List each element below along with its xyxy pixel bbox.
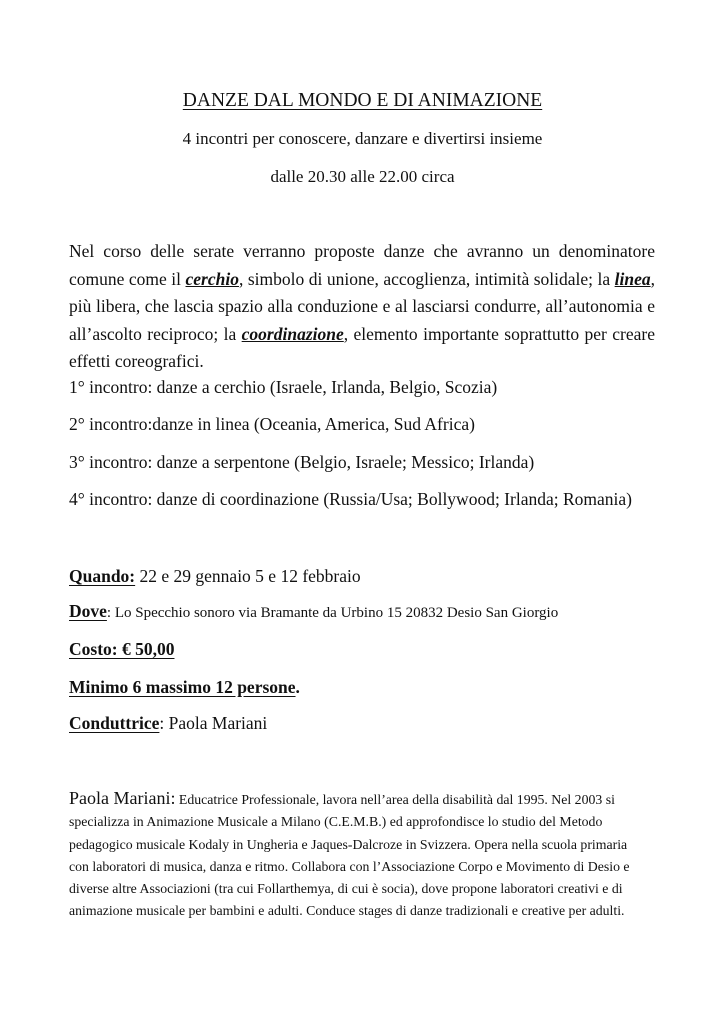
detail-cost: [69, 639, 174, 660]
detail-participants: [69, 677, 300, 698]
intro-text: , elemento importante soprattutto per creare effetti coreografici.: [69, 323, 656, 371]
where-label: Dove: [69, 601, 107, 621]
conductor-label: Conduttrice: [69, 713, 160, 733]
bio-name: Paola Mariani:: [69, 788, 176, 808]
bio-line: con laboratori di musica, danza e ritmo. Collabora con l’Associazione Corpo e Movimento di Desio e: [69, 858, 630, 874]
document-title: DANZE DAL MONDO E DI ANIMAZIONE: [182, 90, 543, 111]
bio-line: specializza in Animazione Musicale a Milano (C.E.M.B.) ed approfondisce lo studio del Metodo: [69, 814, 603, 830]
when-label: Quando:: [69, 566, 136, 586]
keyword-coordinazione: coordinazione: [241, 323, 344, 344]
participants-text: Minimo 6 massimo 12 persone: [69, 677, 296, 697]
bio-line: pedagogico musicale Kodaly in Ungheria e Jaques-Dalcroze in Svizzera. Opera nella scuola primaria: [69, 836, 628, 852]
keyword-cerchio: cerchio: [185, 268, 239, 289]
cost-text: Costo: € 50,00: [69, 639, 175, 659]
meeting-item: 4° incontro: danze di coordinazione (Russia/Usa; Bollywood; Irlanda; Romania): [69, 489, 632, 509]
intro-text: , simbolo di unione, accoglienza, intimità solidale; la: [238, 268, 615, 289]
when-value: 22 e 29 gennaio 5 e 12 febbraio: [135, 566, 361, 586]
conductor-value: : Paola Mariani: [159, 713, 268, 733]
bio-line: diverse altre Associazioni (tra cui Follarthemya, di cui è socia), dove propone laboratori creativi e di: [69, 881, 623, 897]
detail-when: [69, 566, 361, 587]
meeting-item: 3° incontro: danze a serpentone (Belgio, Israele; Messico; Irlanda): [69, 452, 535, 472]
event-time: dalle 20.30 alle 22.00 circa: [270, 167, 455, 186]
bio-paragraph: [69, 787, 659, 923]
meeting-item: 1° incontro: danze a cerchio (Israele, Irlanda, Belgio, Scozia): [69, 377, 498, 397]
bio-line: animazione musicale per bambini e adulti. Conduce stages di danze tradizionali e creative per adulti.: [69, 903, 625, 919]
bio-text: Educatrice Professionale, lavora nell’area della disabilità dal 1995. Nel 2003 si: [175, 792, 615, 807]
detail-conductor: [69, 713, 267, 734]
bio-line: [69, 787, 659, 811]
document-subtitle: 4 incontri per conoscere, danzare e divertirsi insieme: [182, 129, 543, 148]
intro-text: Nel corso delle serate verranno proposte danze che avranno un denominatore comune come il: [69, 241, 655, 289]
where-value: : Lo Specchio sonoro via Bramante da Urbino 15 20832 Desio San Giorgio: [106, 605, 559, 621]
detail-where: [69, 601, 558, 622]
keyword-linea: linea: [614, 268, 651, 289]
participants-end: .: [295, 677, 300, 697]
intro-paragraph: [69, 238, 655, 376]
meeting-item: 2° incontro:danze in linea (Oceania, America, Sud Africa): [69, 414, 475, 434]
intro-text: , più libera, che lascia spazio alla conduzione e al lasciarsi condurre, all’autonomia e all’ascolto reciproco; la: [69, 268, 655, 344]
